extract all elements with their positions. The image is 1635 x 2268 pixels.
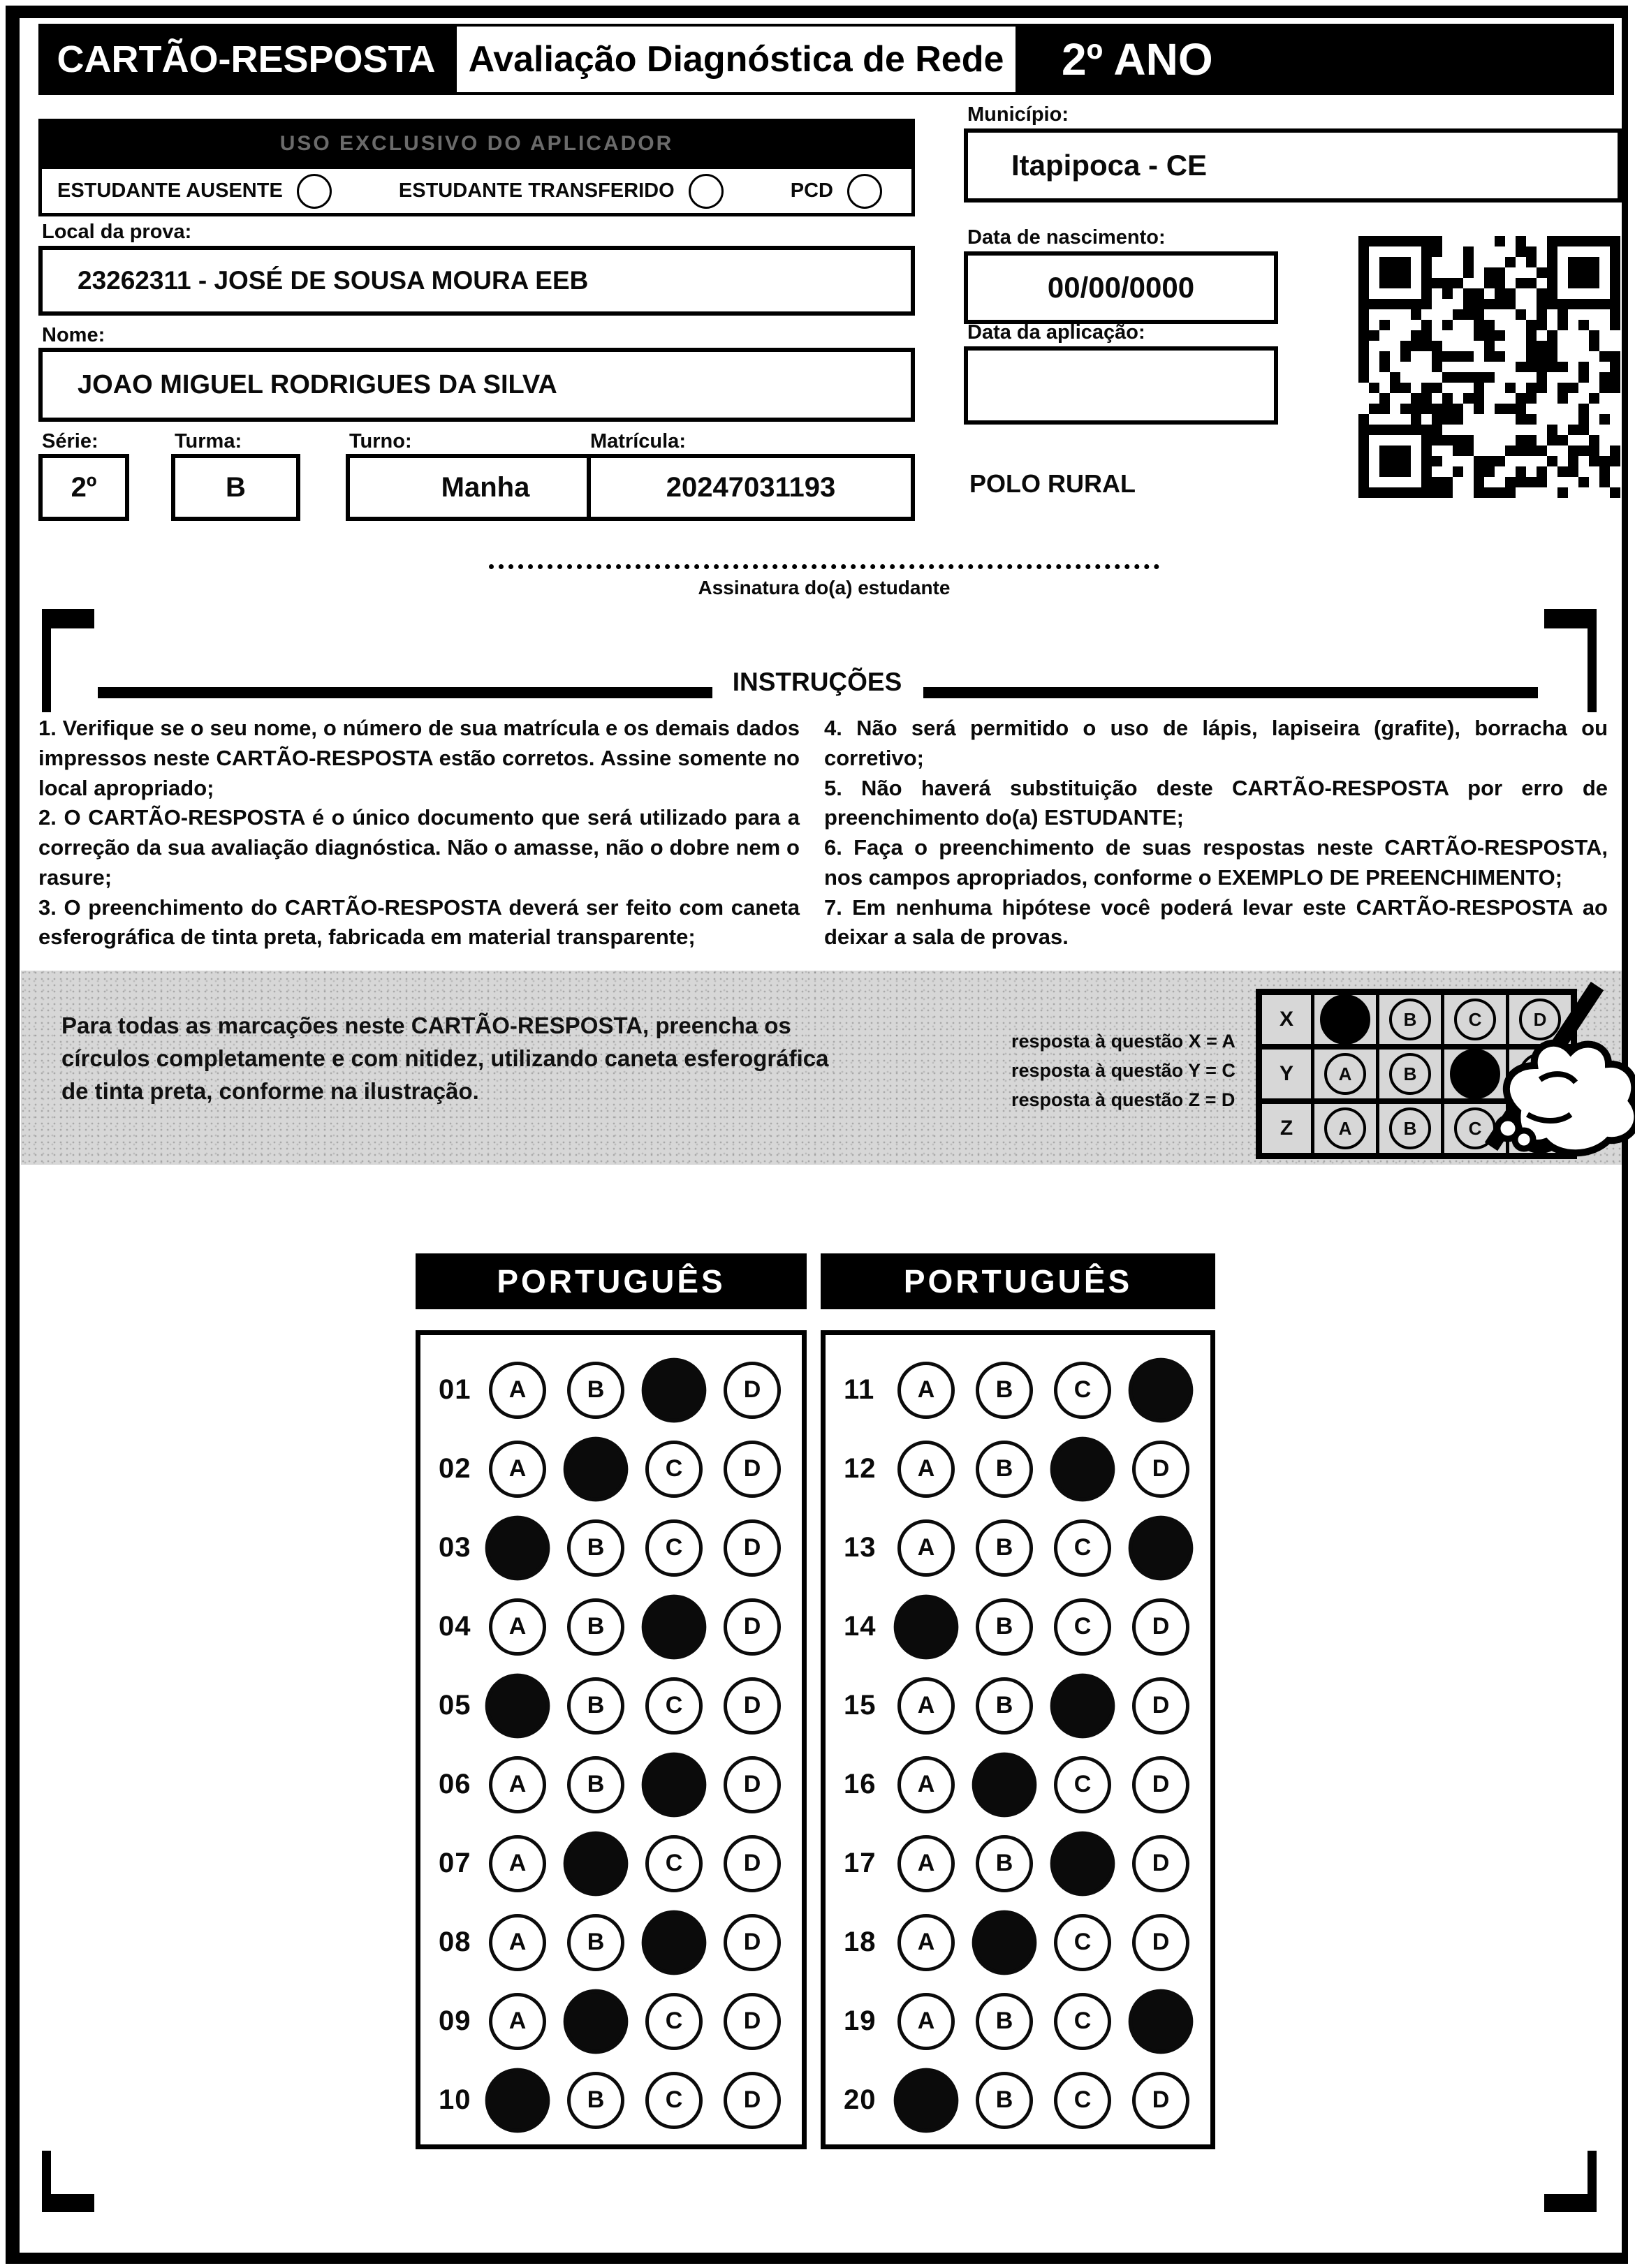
applicator-bar: USO EXCLUSIVO DO APLICADOR bbox=[38, 119, 915, 169]
question-number: 03 bbox=[439, 1532, 471, 1563]
question-number: 16 bbox=[844, 1769, 877, 1799]
answer-bubble-03-B[interactable]: B bbox=[567, 1519, 624, 1577]
example-legend bbox=[1011, 1026, 1236, 1114]
header-strip bbox=[38, 24, 1614, 95]
answer-bubble-10-D[interactable]: D bbox=[724, 2072, 781, 2129]
hand-pen-illustration bbox=[1421, 973, 1635, 1163]
signature-line[interactable] bbox=[489, 564, 1159, 569]
instructions-left bbox=[38, 714, 800, 952]
example-bubble: C bbox=[1454, 999, 1496, 1040]
answer-bubble-11-D[interactable] bbox=[1129, 1357, 1194, 1422]
question-row bbox=[420, 1903, 802, 1982]
answer-bubble-20-D[interactable]: D bbox=[1132, 2072, 1189, 2129]
answer-bubble-02-D[interactable]: D bbox=[724, 1441, 781, 1498]
example-bubble bbox=[1320, 994, 1370, 1045]
answer-bubble-03-D[interactable]: D bbox=[724, 1519, 781, 1577]
question-row bbox=[420, 2061, 802, 2140]
grade-label: 2º ANO bbox=[1062, 34, 1213, 84]
applicator-option-label: PCD bbox=[790, 179, 833, 202]
answer-bubble-12-D[interactable]: D bbox=[1132, 1441, 1189, 1498]
question-row bbox=[420, 1666, 802, 1745]
answer-bubble-17-A[interactable]: A bbox=[897, 1835, 955, 1892]
question-row bbox=[826, 1824, 1210, 1903]
answer-bubble-09-B[interactable] bbox=[564, 1989, 629, 2054]
answer-bubble-18-A[interactable]: A bbox=[897, 1914, 955, 1971]
nome-label: Nome: bbox=[42, 324, 105, 346]
answer-bubble-17-B[interactable]: B bbox=[976, 1835, 1033, 1892]
question-row bbox=[826, 1982, 1210, 2061]
answer-bubble-02-C[interactable]: C bbox=[645, 1441, 703, 1498]
applicator-option-circle[interactable] bbox=[847, 174, 882, 209]
answer-bubble-09-C[interactable]: C bbox=[645, 1993, 703, 2050]
example-bubble: C bbox=[1454, 1107, 1496, 1149]
local-value-box: 23262311 - JOSÉ DE SOUSA MOURA EEB bbox=[38, 246, 915, 316]
instructions-right bbox=[824, 714, 1608, 952]
answer-bubble-01-C[interactable] bbox=[642, 1357, 707, 1422]
turma-value-box: B bbox=[171, 454, 300, 521]
local-label: Local da prova: bbox=[42, 221, 192, 243]
question-number: 14 bbox=[844, 1611, 877, 1642]
nome-value-box: JOAO MIGUEL RODRIGUES DA SILVA bbox=[38, 348, 915, 422]
question-row bbox=[420, 1429, 802, 1508]
question-number: 08 bbox=[439, 1927, 471, 1957]
answer-bubble-12-A[interactable]: A bbox=[897, 1441, 955, 1498]
signature-label: Assinatura do(a) estudante bbox=[698, 577, 951, 598]
instruction-item: 4. Não será permitido o uso de lápis, lapiseira (grafite), borracha ou corretivo; bbox=[824, 716, 1608, 770]
question-number: 01 bbox=[439, 1374, 471, 1405]
question-row bbox=[420, 1350, 802, 1429]
answer-bubble-15-C[interactable] bbox=[1050, 1673, 1115, 1738]
example-bubble: A bbox=[1324, 1107, 1366, 1149]
question-row bbox=[826, 1350, 1210, 1429]
example-cell bbox=[1314, 1104, 1376, 1153]
question-row bbox=[420, 1508, 802, 1587]
answer-bubble-16-A[interactable]: A bbox=[897, 1756, 955, 1813]
answer-bubble-20-C[interactable]: C bbox=[1054, 2072, 1111, 2129]
answer-bubble-06-B[interactable]: B bbox=[567, 1756, 624, 1813]
corner-mark-bottom-right bbox=[1544, 2194, 1597, 2212]
corner-mark-bottom-left-bar bbox=[42, 2151, 51, 2198]
answer-bubble-08-B[interactable]: B bbox=[567, 1914, 624, 1971]
question-row bbox=[420, 1745, 802, 1824]
question-number: 19 bbox=[844, 2005, 877, 2036]
answer-bubble-08-D[interactable]: D bbox=[724, 1914, 781, 1971]
answer-bubble-14-C[interactable]: C bbox=[1054, 1598, 1111, 1656]
instruction-item: 2. O CARTÃO-RESPOSTA é o único documento que será utilizado para a correção da sua avaliação diagnóstica. Não o amasse, não o dobre nem o rasure; bbox=[38, 805, 800, 890]
answer-bubble-19-A[interactable]: A bbox=[897, 1993, 955, 2050]
instruction-item: 3. O preenchimento do CARTÃO-RESPOSTA deverá ser feito com caneta esferográfica de tinta preta, fabricada em material transparente; bbox=[38, 894, 800, 950]
question-number: 02 bbox=[439, 1453, 471, 1484]
example-cell bbox=[1314, 995, 1376, 1044]
question-number: 18 bbox=[844, 1927, 877, 1957]
corner-mark-top-right-bar bbox=[1588, 609, 1597, 712]
question-number: 09 bbox=[439, 2005, 471, 2036]
qr-code bbox=[1358, 236, 1620, 498]
example-bubble: B bbox=[1389, 999, 1431, 1040]
answer-bubble-05-C[interactable]: C bbox=[645, 1677, 703, 1735]
question-row bbox=[420, 1982, 802, 2061]
nascimento-label: Data de nascimento: bbox=[967, 226, 1166, 249]
fill-example-band bbox=[21, 971, 1622, 1165]
applicator-option-circle[interactable] bbox=[689, 174, 724, 209]
example-bubble: B bbox=[1389, 1107, 1431, 1149]
municipio-label: Município: bbox=[967, 103, 1069, 126]
answer-bubble-05-A[interactable] bbox=[485, 1673, 550, 1738]
answer-bubble-13-D[interactable] bbox=[1129, 1515, 1194, 1580]
example-legend-line: resposta à questão X = A bbox=[1011, 1031, 1236, 1052]
answer-bubble-18-D[interactable]: D bbox=[1132, 1914, 1189, 1971]
instruction-item: 7. Em nenhuma hipótese você poderá levar este CARTÃO-RESPOSTA ao deixar a sala de provas. bbox=[824, 894, 1608, 950]
assessment-title: Avaliação Diagnóstica de Rede bbox=[454, 24, 1018, 95]
question-row bbox=[420, 1824, 802, 1903]
example-legend-line: resposta à questão Z = D bbox=[1011, 1089, 1236, 1110]
question-number: 07 bbox=[439, 1848, 471, 1878]
answer-bubble-13-C[interactable]: C bbox=[1054, 1519, 1111, 1577]
answer-bubble-13-B[interactable]: B bbox=[976, 1519, 1033, 1577]
instructions-rule-right bbox=[923, 687, 1538, 698]
applicator-options bbox=[38, 169, 915, 216]
answer-bubble-10-C[interactable]: C bbox=[645, 2072, 703, 2129]
answer-bubble-01-B[interactable]: B bbox=[567, 1362, 624, 1419]
answer-bubble-04-A[interactable]: A bbox=[489, 1598, 546, 1656]
answer-bubble-04-B[interactable]: B bbox=[567, 1598, 624, 1656]
question-number: 13 bbox=[844, 1532, 877, 1563]
instruction-item: 1. Verifique se o seu nome, o número de sua matrícula e os demais dados impressos neste CARTÃO-RESPOSTA estão corretos. Assine somente no local apropriado; bbox=[38, 716, 800, 800]
aplicacao-value-box[interactable] bbox=[964, 346, 1278, 425]
answer-bubble-11-C[interactable]: C bbox=[1054, 1362, 1111, 1419]
answer-bubble-06-C[interactable] bbox=[642, 1752, 707, 1817]
aplicacao-label: Data da aplicação: bbox=[967, 321, 1145, 344]
subject-header: PORTUGUÊS bbox=[821, 1253, 1215, 1309]
answer-bubble-15-A[interactable]: A bbox=[897, 1677, 955, 1735]
question-number: 11 bbox=[844, 1374, 875, 1405]
answer-bubble-04-C[interactable] bbox=[642, 1594, 707, 1659]
question-number: 05 bbox=[439, 1690, 471, 1721]
answer-bubble-17-C[interactable] bbox=[1050, 1831, 1115, 1896]
applicator-option-label: ESTUDANTE TRANSFERIDO bbox=[398, 179, 675, 202]
answer-grid bbox=[416, 1330, 807, 2149]
answer-bubble-13-A[interactable]: A bbox=[897, 1519, 955, 1577]
question-row bbox=[826, 1666, 1210, 1745]
answer-section bbox=[821, 1253, 1215, 2149]
example-row-label: Z bbox=[1262, 1104, 1311, 1153]
answer-bubble-08-A[interactable]: A bbox=[489, 1914, 546, 1971]
applicator-option-circle[interactable] bbox=[297, 174, 332, 209]
answer-bubble-06-A[interactable]: A bbox=[489, 1756, 546, 1813]
answer-bubble-07-B[interactable] bbox=[564, 1831, 629, 1896]
answer-bubble-19-D[interactable] bbox=[1129, 1989, 1194, 2054]
answer-bubble-09-A[interactable]: A bbox=[489, 1993, 546, 2050]
example-legend-line: resposta à questão Y = C bbox=[1011, 1060, 1236, 1081]
answer-bubble-18-B[interactable] bbox=[972, 1910, 1037, 1975]
municipio-value-box: Itapipoca - CE bbox=[964, 128, 1622, 202]
answer-bubble-14-D[interactable]: D bbox=[1132, 1598, 1189, 1656]
answer-bubble-05-D[interactable]: D bbox=[724, 1677, 781, 1735]
card-title: CARTÃO-RESPOSTA bbox=[57, 38, 436, 80]
answer-bubble-12-B[interactable]: B bbox=[976, 1441, 1033, 1498]
question-number: 20 bbox=[844, 2084, 877, 2115]
example-bubble: B bbox=[1389, 1053, 1431, 1095]
matricula-value-box: 20247031193 bbox=[587, 454, 915, 521]
answer-grid bbox=[821, 1330, 1215, 2149]
turno-value-box: Manha bbox=[346, 454, 625, 521]
question-number: 06 bbox=[439, 1769, 471, 1799]
example-bubble: D bbox=[1519, 999, 1561, 1040]
answer-bubble-15-B[interactable]: B bbox=[976, 1677, 1033, 1735]
serie-value-box: 2º bbox=[38, 454, 129, 521]
serie-label: Série: bbox=[42, 430, 98, 452]
answer-bubble-07-D[interactable]: D bbox=[724, 1835, 781, 1892]
turma-label: Turma: bbox=[175, 430, 242, 452]
applicator-option bbox=[399, 174, 724, 209]
question-row bbox=[826, 1429, 1210, 1508]
question-number: 15 bbox=[844, 1690, 877, 1721]
subject-header: PORTUGUÊS bbox=[416, 1253, 807, 1309]
answer-bubble-05-B[interactable]: B bbox=[567, 1677, 624, 1735]
applicator-option bbox=[57, 174, 332, 209]
question-row bbox=[826, 1745, 1210, 1824]
question-number: 10 bbox=[439, 2084, 471, 2115]
answer-bubble-09-D[interactable]: D bbox=[724, 1993, 781, 2050]
question-row bbox=[826, 1903, 1210, 1982]
answer-bubble-17-D[interactable]: D bbox=[1132, 1835, 1189, 1892]
answer-bubble-16-D[interactable]: D bbox=[1132, 1756, 1189, 1813]
instructions-rule-left bbox=[98, 687, 712, 698]
polo-label: POLO RURAL bbox=[969, 469, 1136, 498]
corner-mark-top-left-bar bbox=[42, 609, 51, 712]
question-row bbox=[420, 1587, 802, 1666]
example-row-label: X bbox=[1262, 995, 1311, 1044]
answer-bubble-06-D[interactable]: D bbox=[724, 1756, 781, 1813]
answer-bubble-12-C[interactable] bbox=[1050, 1436, 1115, 1501]
answer-bubble-16-B[interactable] bbox=[972, 1752, 1037, 1817]
answer-bubble-01-A[interactable]: A bbox=[489, 1362, 546, 1419]
answer-bubble-10-A[interactable] bbox=[485, 2068, 550, 2133]
example-cell bbox=[1314, 1050, 1376, 1098]
answer-bubble-02-B[interactable] bbox=[564, 1436, 629, 1501]
question-number: 17 bbox=[844, 1848, 877, 1878]
question-row bbox=[826, 2061, 1210, 2140]
answer-bubble-01-D[interactable]: D bbox=[724, 1362, 781, 1419]
turno-label: Turno: bbox=[349, 430, 412, 452]
example-row-label: Y bbox=[1262, 1050, 1311, 1098]
answer-bubble-14-A[interactable] bbox=[894, 1594, 959, 1659]
question-row bbox=[826, 1508, 1210, 1587]
applicator-option bbox=[791, 174, 882, 209]
answer-bubble-11-B[interactable]: B bbox=[976, 1362, 1033, 1419]
answer-bubble-03-A[interactable] bbox=[485, 1515, 550, 1580]
corner-mark-bottom-left bbox=[42, 2194, 94, 2212]
answer-bubble-04-D[interactable]: D bbox=[724, 1598, 781, 1656]
example-bubble: A bbox=[1324, 1053, 1366, 1095]
answer-bubble-02-A[interactable]: A bbox=[489, 1441, 546, 1498]
applicator-option-label: ESTUDANTE AUSENTE bbox=[57, 179, 283, 202]
answer-bubble-03-C[interactable]: C bbox=[645, 1519, 703, 1577]
answer-bubble-07-C[interactable]: C bbox=[645, 1835, 703, 1892]
answer-bubble-20-A[interactable] bbox=[894, 2068, 959, 2133]
matricula-label: Matrícula: bbox=[590, 430, 686, 452]
instructions-title: INSTRUÇÕES bbox=[732, 668, 902, 696]
question-row bbox=[826, 1587, 1210, 1666]
answer-bubble-11-A[interactable]: A bbox=[897, 1362, 955, 1419]
answer-bubble-14-B[interactable]: B bbox=[976, 1598, 1033, 1656]
nascimento-value-box: 00/00/0000 bbox=[964, 251, 1278, 324]
answer-bubble-18-C[interactable]: C bbox=[1054, 1914, 1111, 1971]
answer-section bbox=[416, 1253, 807, 2149]
answer-bubble-10-B[interactable]: B bbox=[567, 2072, 624, 2129]
question-number: 04 bbox=[439, 1611, 471, 1642]
answer-bubble-19-C[interactable]: C bbox=[1054, 1993, 1111, 2050]
corner-mark-bottom-right-bar bbox=[1588, 2151, 1597, 2198]
instruction-item: 6. Faça o preenchimento de suas respostas neste CARTÃO-RESPOSTA, nos campos apropriados, conforme o EXEMPLO DE PREENCHIMENTO; bbox=[824, 835, 1608, 890]
fill-example-text: Para todas as marcações neste CARTÃO-RESPOSTA, preencha os círculos completamente e com nitidez, utilizando caneta esferográfica de tinta preta, conforme na ilustração. bbox=[61, 1012, 829, 1104]
question-number: 12 bbox=[844, 1453, 877, 1484]
answer-bubble-16-C[interactable]: C bbox=[1054, 1756, 1111, 1813]
answer-bubble-20-B[interactable]: B bbox=[976, 2072, 1033, 2129]
answer-bubble-07-A[interactable]: A bbox=[489, 1835, 546, 1892]
answer-bubble-08-C[interactable] bbox=[642, 1910, 707, 1975]
answer-bubble-15-D[interactable]: D bbox=[1132, 1677, 1189, 1735]
answer-bubble-19-B[interactable]: B bbox=[976, 1993, 1033, 2050]
instruction-item: 5. Não haverá substituição deste CARTÃO-RESPOSTA por erro de preenchimento do(a) ESTUDANTE; bbox=[824, 775, 1608, 830]
